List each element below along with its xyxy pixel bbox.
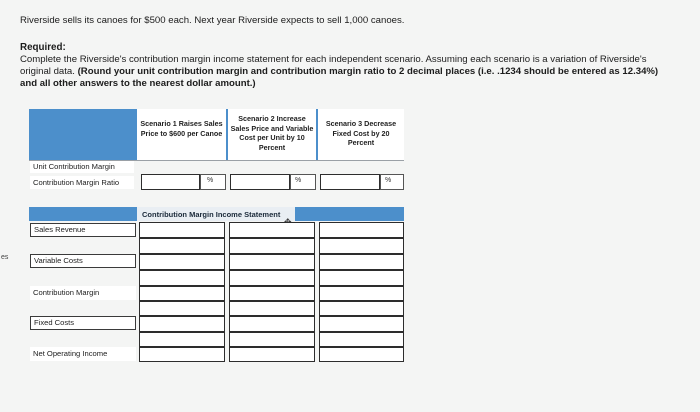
s3-fixed-costs-input-2[interactable] bbox=[319, 332, 404, 347]
s1-contribution-margin-input[interactable] bbox=[139, 286, 225, 301]
problem-intro: Riverside sells its canoes for $500 each. Next year Riverside expects to sell 1,000 canoes. bbox=[20, 15, 405, 26]
s2-sales-revenue-input[interactable] bbox=[229, 222, 315, 238]
rounding-note: (Round your unit contribution margin and contribution margin ratio to 2 decimal places (i.e. .1234 should be entered as 12.34%) and all other answers to the nearest dollar amount.) bbox=[20, 66, 659, 89]
contribution-margin-label: Contribution Margin bbox=[30, 286, 136, 300]
net-operating-income-label: Net Operating Income bbox=[30, 347, 136, 361]
s1-sales-revenue-input[interactable] bbox=[139, 222, 225, 238]
cm-ratio-label: Contribution Margin Ratio bbox=[30, 176, 134, 189]
scenario-3-header: Scenario 3 Decrease Fixed Cost by 20 Percent bbox=[325, 119, 397, 147]
s2-percent-sign: % bbox=[295, 177, 302, 184]
unit-cm-label: Unit Contribution Margin bbox=[30, 161, 134, 173]
s2-sales-revenue-input-2[interactable] bbox=[229, 238, 315, 254]
required-instructions bbox=[20, 54, 665, 90]
section-title: Contribution Margin Income Statement bbox=[142, 210, 281, 219]
s1-cm-ratio-input[interactable] bbox=[141, 174, 200, 190]
s3-net-operating-income-input[interactable] bbox=[319, 347, 404, 362]
s1-contribution-margin-input-2[interactable] bbox=[139, 301, 225, 316]
s3-contribution-margin-input-2[interactable] bbox=[319, 301, 404, 316]
s2-cm-ratio-pct-cell bbox=[290, 174, 316, 190]
s3-percent-sign: % bbox=[385, 177, 392, 184]
fixed-costs-label: Fixed Costs bbox=[30, 316, 136, 330]
s1-sales-revenue-input-2[interactable] bbox=[139, 238, 225, 254]
s1-net-operating-income-input[interactable] bbox=[139, 347, 225, 362]
s3-cm-ratio-pct-cell bbox=[380, 174, 404, 190]
s2-contribution-margin-input[interactable] bbox=[229, 286, 315, 301]
s3-variable-costs-input-2[interactable] bbox=[319, 270, 404, 286]
required-heading: Required: bbox=[20, 42, 66, 53]
s2-variable-costs-input-2[interactable] bbox=[229, 270, 315, 286]
s1-percent-sign: % bbox=[207, 177, 214, 184]
s3-sales-revenue-input-2[interactable] bbox=[319, 238, 404, 254]
s2-fixed-costs-input-2[interactable] bbox=[229, 332, 315, 347]
s2-fixed-costs-input[interactable] bbox=[229, 316, 315, 332]
s2-net-operating-income-input[interactable] bbox=[229, 347, 315, 362]
sales-revenue-label: Sales Revenue bbox=[30, 223, 136, 237]
scenario-table bbox=[29, 109, 404, 362]
s1-fixed-costs-input-2[interactable] bbox=[139, 332, 225, 347]
s3-sales-revenue-input[interactable] bbox=[319, 222, 404, 238]
s3-variable-costs-input[interactable] bbox=[319, 254, 404, 270]
s1-variable-costs-input-2[interactable] bbox=[139, 270, 225, 286]
required-text: Complete the Riverside's contribution margin income statement for each independent scenario. Assuming each scenario is a variation of Riverside's original data. bbox=[20, 54, 647, 77]
s2-contribution-margin-input-2[interactable] bbox=[229, 301, 315, 316]
s3-fixed-costs-input[interactable] bbox=[319, 316, 404, 332]
scenario-1-header: Scenario 1 Raises Sales Price to $600 per Canoe bbox=[140, 119, 223, 138]
s1-fixed-costs-input[interactable] bbox=[139, 316, 225, 332]
s2-variable-costs-input[interactable] bbox=[229, 254, 315, 270]
s3-contribution-margin-input[interactable] bbox=[319, 286, 404, 301]
s2-cm-ratio-input[interactable] bbox=[230, 174, 290, 190]
s3-cm-ratio-input[interactable] bbox=[320, 174, 380, 190]
margin-fragment: es bbox=[1, 254, 9, 261]
s1-variable-costs-input[interactable] bbox=[139, 254, 225, 270]
scenario-2-header: Scenario 2 Increase Sales Price and Variable Cost per Unit by 10 Percent bbox=[230, 114, 314, 152]
variable-costs-label: Variable Costs bbox=[30, 254, 136, 268]
